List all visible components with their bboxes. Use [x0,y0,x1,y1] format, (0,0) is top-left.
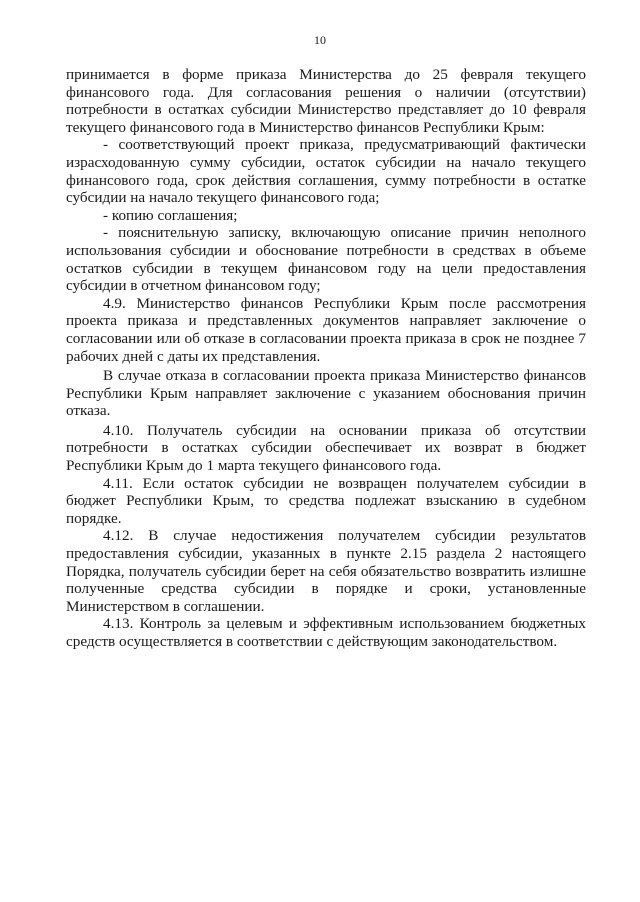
clause-4-10: 4.10. Получатель субсидии на основании приказа об отсутствии потребности в остатках субсидии обеспечивает их возврат в бюджет Республики Крым до 1 марта текущего финансового года. [66,421,586,475]
list-item-agreement-copy: - копию соглашения; [103,206,238,224]
clause-4-11: 4.11. Если остаток субсидии не возвращен получателем субсидии в бюджет Республики Крым, то средства подлежат взысканию в судебном порядке. [66,474,586,527]
page-number: 10 [314,33,326,47]
paragraph-refusal: В случае отказа в согласовании проекта приказа Министерство финансов Республики Крым направляет заключение с указанием обоснования причин отказа. [66,367,586,420]
clause-4-9: 4.9. Министерство финансов Республики Крым после рассмотрения проекта приказа и представленных документов направляет заключение о согласовании или об отказе в согласовании проекта приказа в срок не позднее 7 рабочих дней с даты их представления. [66,294,586,365]
clause-4-13: 4.13. Контроль за целевым и эффективным использованием бюджетных средств осуществляется в соответствии с действующим законодательством. [66,615,586,650]
list-item-draft-order: - соответствующий проект приказа, предусматривающий фактически израсходованную сумму субсидии, остаток субсидии на начало текущего финансового года, срок действия соглашения, сумму потребности в остатке субсидии на начало текущего финансового года; [66,136,586,207]
document-body [66,66,586,651]
clause-4-12: 4.12. В случае недостижения получателем субсидии результатов предоставления субсидии, указанных в пункте 2.15 раздела 2 настоящего Порядка, получатель субсидии берет на себя обязательство возвратить излишне полученные средства субсидии в порядке и сроки, установленные Министерством в соглашении. [66,527,586,615]
list-item-explanatory-note: - пояснительную записку, включающую описание причин неполного использования субсидии и обоснование потребности в средствах в объеме остатков субсидии в текущем финансовом году на цели предоставления субсидии в отчетном финансовом году; [66,224,586,295]
paragraph-continuation: принимается в форме приказа Министерства до 25 февраля текущего финансового года. Для согласования решения о наличии (отсутствии) потребности в остатках субсидии Министерство представляет до 10 февраля текущего финансового года в Министерство финансов Республики Крым: [66,66,586,136]
